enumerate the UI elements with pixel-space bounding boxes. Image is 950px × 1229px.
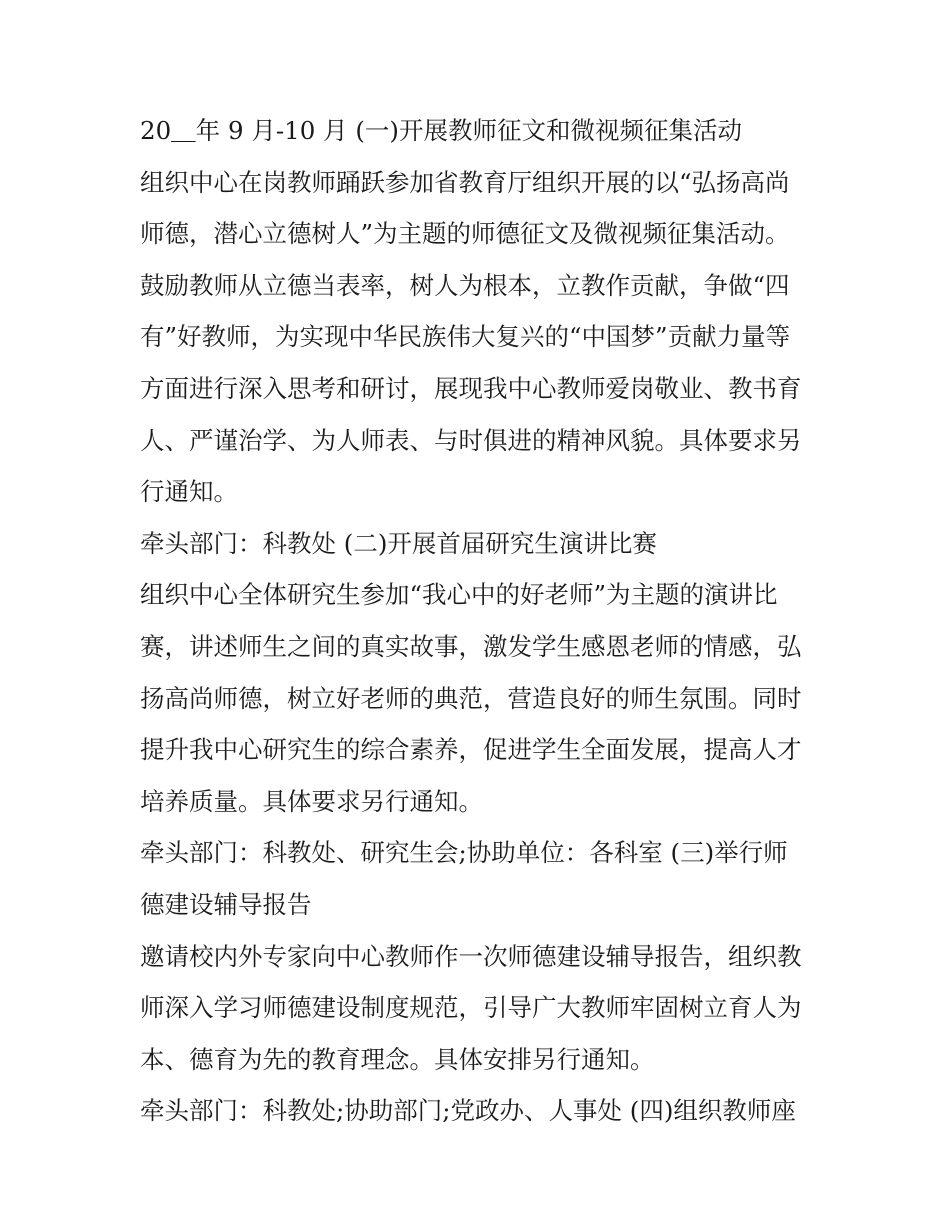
paragraph-line: 组织中心全体研究生参加“我心中的好老师”为主题的演讲比 xyxy=(140,580,778,610)
lead-department-line: 牵头部门：科教处;协助部门;党政办、人事处 (四)组织教师座 xyxy=(140,1096,796,1126)
paragraph-line: 组织中心在岗教师踊跃参加省教育厅组织开展的以“弘扬高尚 xyxy=(140,167,790,197)
document-body xyxy=(140,112,820,1144)
paragraph-line: 师深入学习师德建设制度规范，引导广大教师牢固树立育人为 xyxy=(140,993,802,1023)
paragraph-line: 人、严谨治学、为人师表、与时俱进的精神风貌。具体要求另 xyxy=(140,425,802,455)
paragraph-line: 师德，潜心立德树人”为主题的师德征文及微视频征集活动。 xyxy=(140,219,790,249)
lead-department-line: 牵头部门：科教处 (二)开展首届研究生演讲比赛 xyxy=(140,528,657,558)
heading-line-1: 20＿年 9 月-10 月 (一)开展教师征文和微视频征集活动 xyxy=(140,116,742,145)
paragraph-line: 邀请校内外专家向中心教师作一次师德建设辅导报告，组织教 xyxy=(140,941,802,971)
paragraph-line: 赛，讲述师生之间的真实故事，激发学生感恩老师的情感，弘 xyxy=(140,631,802,661)
paragraph-line: 扬高尚师德，树立好老师的典范，营造良好的师生氛围。同时 xyxy=(140,683,802,713)
paragraph-line: 培养质量。具体要求另行通知。 xyxy=(140,786,483,816)
paragraph-line: 德建设辅导报告 xyxy=(140,889,312,919)
paragraph-line: 本、德育为先的教育理念。具体安排另行通知。 xyxy=(140,1044,655,1074)
paragraph-line: 提升我中心研究生的综合素养，促进学生全面发展，提高人才 xyxy=(140,735,802,765)
paragraph-line: 方面进行深入思考和研讨，展现我中心教师爱岗敬业、教书育 xyxy=(140,373,802,403)
paragraph-line: 行通知。 xyxy=(140,477,238,507)
lead-department-line: 牵头部门：科教处、研究生会;协助单位：各科室 (三)举行师 xyxy=(140,838,788,868)
paragraph-line: 有”好教师，为实现中华民族伟大复兴的“中国梦”贡献力量等 xyxy=(140,322,791,352)
paragraph-line: 鼓励教师从立德当表率，树人为根本，立教作贡献，争做“四 xyxy=(140,270,790,300)
